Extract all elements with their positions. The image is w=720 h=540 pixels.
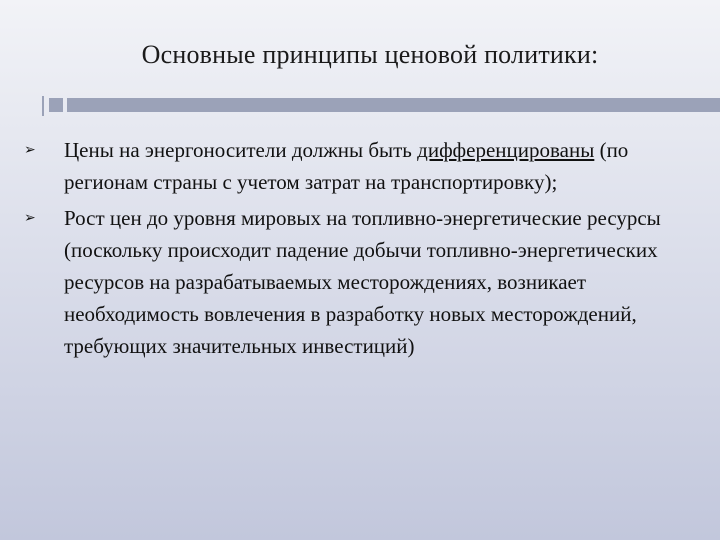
arrow-bullet-icon: ➢ [24,142,36,158]
title-rule-square [49,98,63,112]
bullet-item-1 [0,134,720,198]
arrow-bullet-icon: ➢ [24,210,36,226]
slide-title: Основные принципы ценовой политики: [141,40,599,69]
title-rule-vertical [42,96,44,116]
bullet-list [0,134,720,366]
bullet-1-suffix: (по регионам страны с учетом затрат на транспортировку); [64,138,629,194]
bullet-2-text: Рост цен до уровня мировых на топливно-энергетические ресурсы (поскольку происходит падение добычи топливно-энергетических ресурсов на разрабатываемых месторождениях, возникает необходимость вовлечения в разработку новых месторождений, требующих значительных инвестиций) [64,206,661,358]
bullet-1-underlined: дифференцированы [417,138,595,162]
bullet-1-prefix: Цены на энергоносители должны быть [64,138,418,162]
bullet-item-2 [0,202,720,362]
title-rule-bar [67,98,720,112]
